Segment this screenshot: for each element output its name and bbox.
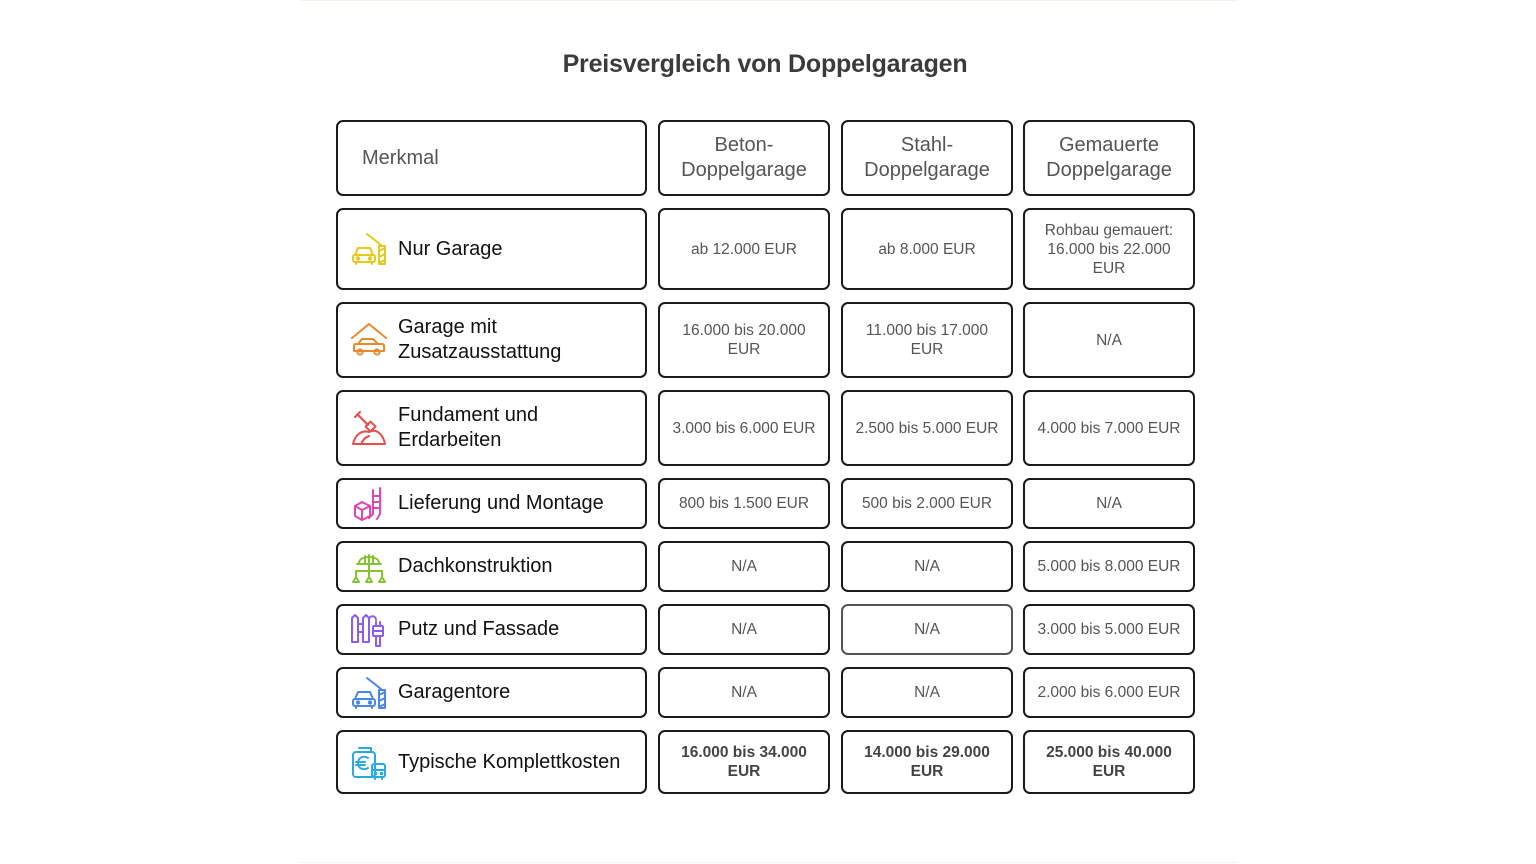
value-text: N/A (914, 558, 940, 575)
row-label-text: Garagentore (398, 681, 511, 703)
value-text: N/A (731, 558, 757, 575)
value-text: 25.000 bis 40.000 EUR (1046, 744, 1172, 780)
value-cell-gemauert (1023, 604, 1195, 655)
value-text: Rohbau gemauert: 16.000 bis 22.000 EUR (1044, 221, 1174, 277)
hardhat-hierarchy-icon (348, 546, 390, 588)
value-cell-gemauert (1023, 730, 1195, 794)
row-label-text: Dachkonstruktion (398, 555, 553, 577)
value-text: 3.000 bis 5.000 EUR (1037, 621, 1181, 638)
header-column-label (681, 133, 807, 183)
car-barrier-icon (348, 672, 390, 714)
row-label-fundament-und-erdarbeiten (336, 390, 647, 466)
value-cell-gemauert (1023, 302, 1195, 378)
value-text: 16.000 bis 20.000 EUR (682, 322, 806, 358)
value-text: 2.000 bis 6.000 EUR (1037, 684, 1181, 701)
value-cell-beton (658, 390, 830, 466)
row-label-nur-garage (336, 208, 647, 290)
header-column-stahl (841, 120, 1013, 196)
value-text: 5.000 bis 8.000 EUR (1037, 558, 1181, 575)
value-text: 11.000 bis 17.000 EUR (865, 322, 989, 358)
value-cell-gemauert (1023, 541, 1195, 592)
value-cell-stahl (841, 302, 1013, 378)
value-text: 4.000 bis 7.000 EUR (1037, 419, 1181, 437)
value-cell-stahl (841, 478, 1013, 529)
value-text: N/A (1096, 495, 1122, 512)
row-label-text: Garage mit Zusatzausstattung (398, 316, 562, 363)
header-feature-label: Merkmal (362, 146, 439, 169)
value-text: ab 8.000 EUR (878, 240, 976, 258)
header-line-2: Doppelgarage (1046, 159, 1172, 181)
value-cell-stahl (841, 604, 1013, 655)
header-feature-cell (336, 120, 647, 196)
value-text: 2.500 bis 5.000 EUR (855, 419, 999, 437)
paintbrush-fence-icon (348, 609, 390, 651)
value-text: N/A (1096, 331, 1122, 349)
header-line-2: Doppelgarage (864, 159, 990, 181)
value-text: 16.000 bis 34.000 EUR (681, 744, 807, 780)
value-cell-beton (658, 302, 830, 378)
car-barrier-icon (348, 228, 390, 270)
header-column-beton (658, 120, 830, 196)
value-text: 800 bis 1.500 EUR (678, 495, 810, 512)
header-line-1: Stahl- (900, 134, 954, 156)
value-text: 14.000 bis 29.000 EUR (864, 744, 990, 780)
value-cell-stahl (841, 541, 1013, 592)
value-text: ab 12.000 EUR (691, 240, 797, 258)
shovel-dirt-icon (348, 407, 390, 449)
row-label-putz-und-fassade (336, 604, 647, 655)
top-divider (300, 0, 1238, 1)
value-cell-gemauert (1023, 667, 1195, 718)
value-text: N/A (914, 621, 940, 638)
hand-truck-box-icon (348, 483, 390, 525)
value-text: N/A (731, 621, 757, 638)
value-text: N/A (914, 684, 940, 701)
value-cell-gemauert (1023, 208, 1195, 290)
row-label-garagentore (336, 667, 647, 718)
row-label-text: Typische Komplettkosten (398, 750, 621, 773)
row-label-typische-komplettkosten (336, 730, 647, 794)
value-cell-beton (658, 478, 830, 529)
bottom-divider (300, 862, 1238, 863)
car-under-roof-icon (348, 319, 390, 361)
row-label-lieferung-und-montage (336, 478, 647, 529)
value-text: N/A (731, 684, 757, 701)
value-cell-gemauert (1023, 478, 1195, 529)
value-cell-stahl (841, 667, 1013, 718)
header-line-1: Gemauerte (1058, 134, 1160, 156)
euro-bus-icon (348, 741, 390, 783)
header-column-label (1046, 133, 1172, 183)
row-label-dachkonstruktion (336, 541, 647, 592)
value-cell-beton (658, 604, 830, 655)
value-cell-stahl (841, 390, 1013, 466)
row-label-text: Nur Garage (398, 237, 503, 260)
header-line-1: Beton- (714, 134, 774, 156)
header-column-label (864, 133, 990, 183)
page-title: Preisvergleich von Doppelgaragen (562, 50, 968, 78)
value-cell-stahl (841, 208, 1013, 290)
row-label-text: Lieferung und Montage (398, 492, 604, 514)
row-label-text: Fundament und Erdarbeiten (398, 404, 539, 451)
row-label-garage-mit-zusatzausstattung (336, 302, 647, 378)
value-cell-beton (658, 667, 830, 718)
value-cell-beton (658, 541, 830, 592)
header-column-gemauert (1023, 120, 1195, 196)
value-cell-beton (658, 208, 830, 290)
value-cell-stahl (841, 730, 1013, 794)
value-text: 3.000 bis 6.000 EUR (672, 419, 816, 437)
value-text: 500 bis 2.000 EUR (861, 495, 993, 512)
value-cell-gemauert (1023, 390, 1195, 466)
header-line-2: Doppelgarage (681, 159, 807, 181)
row-label-text: Putz und Fassade (398, 618, 560, 640)
value-cell-beton (658, 730, 830, 794)
